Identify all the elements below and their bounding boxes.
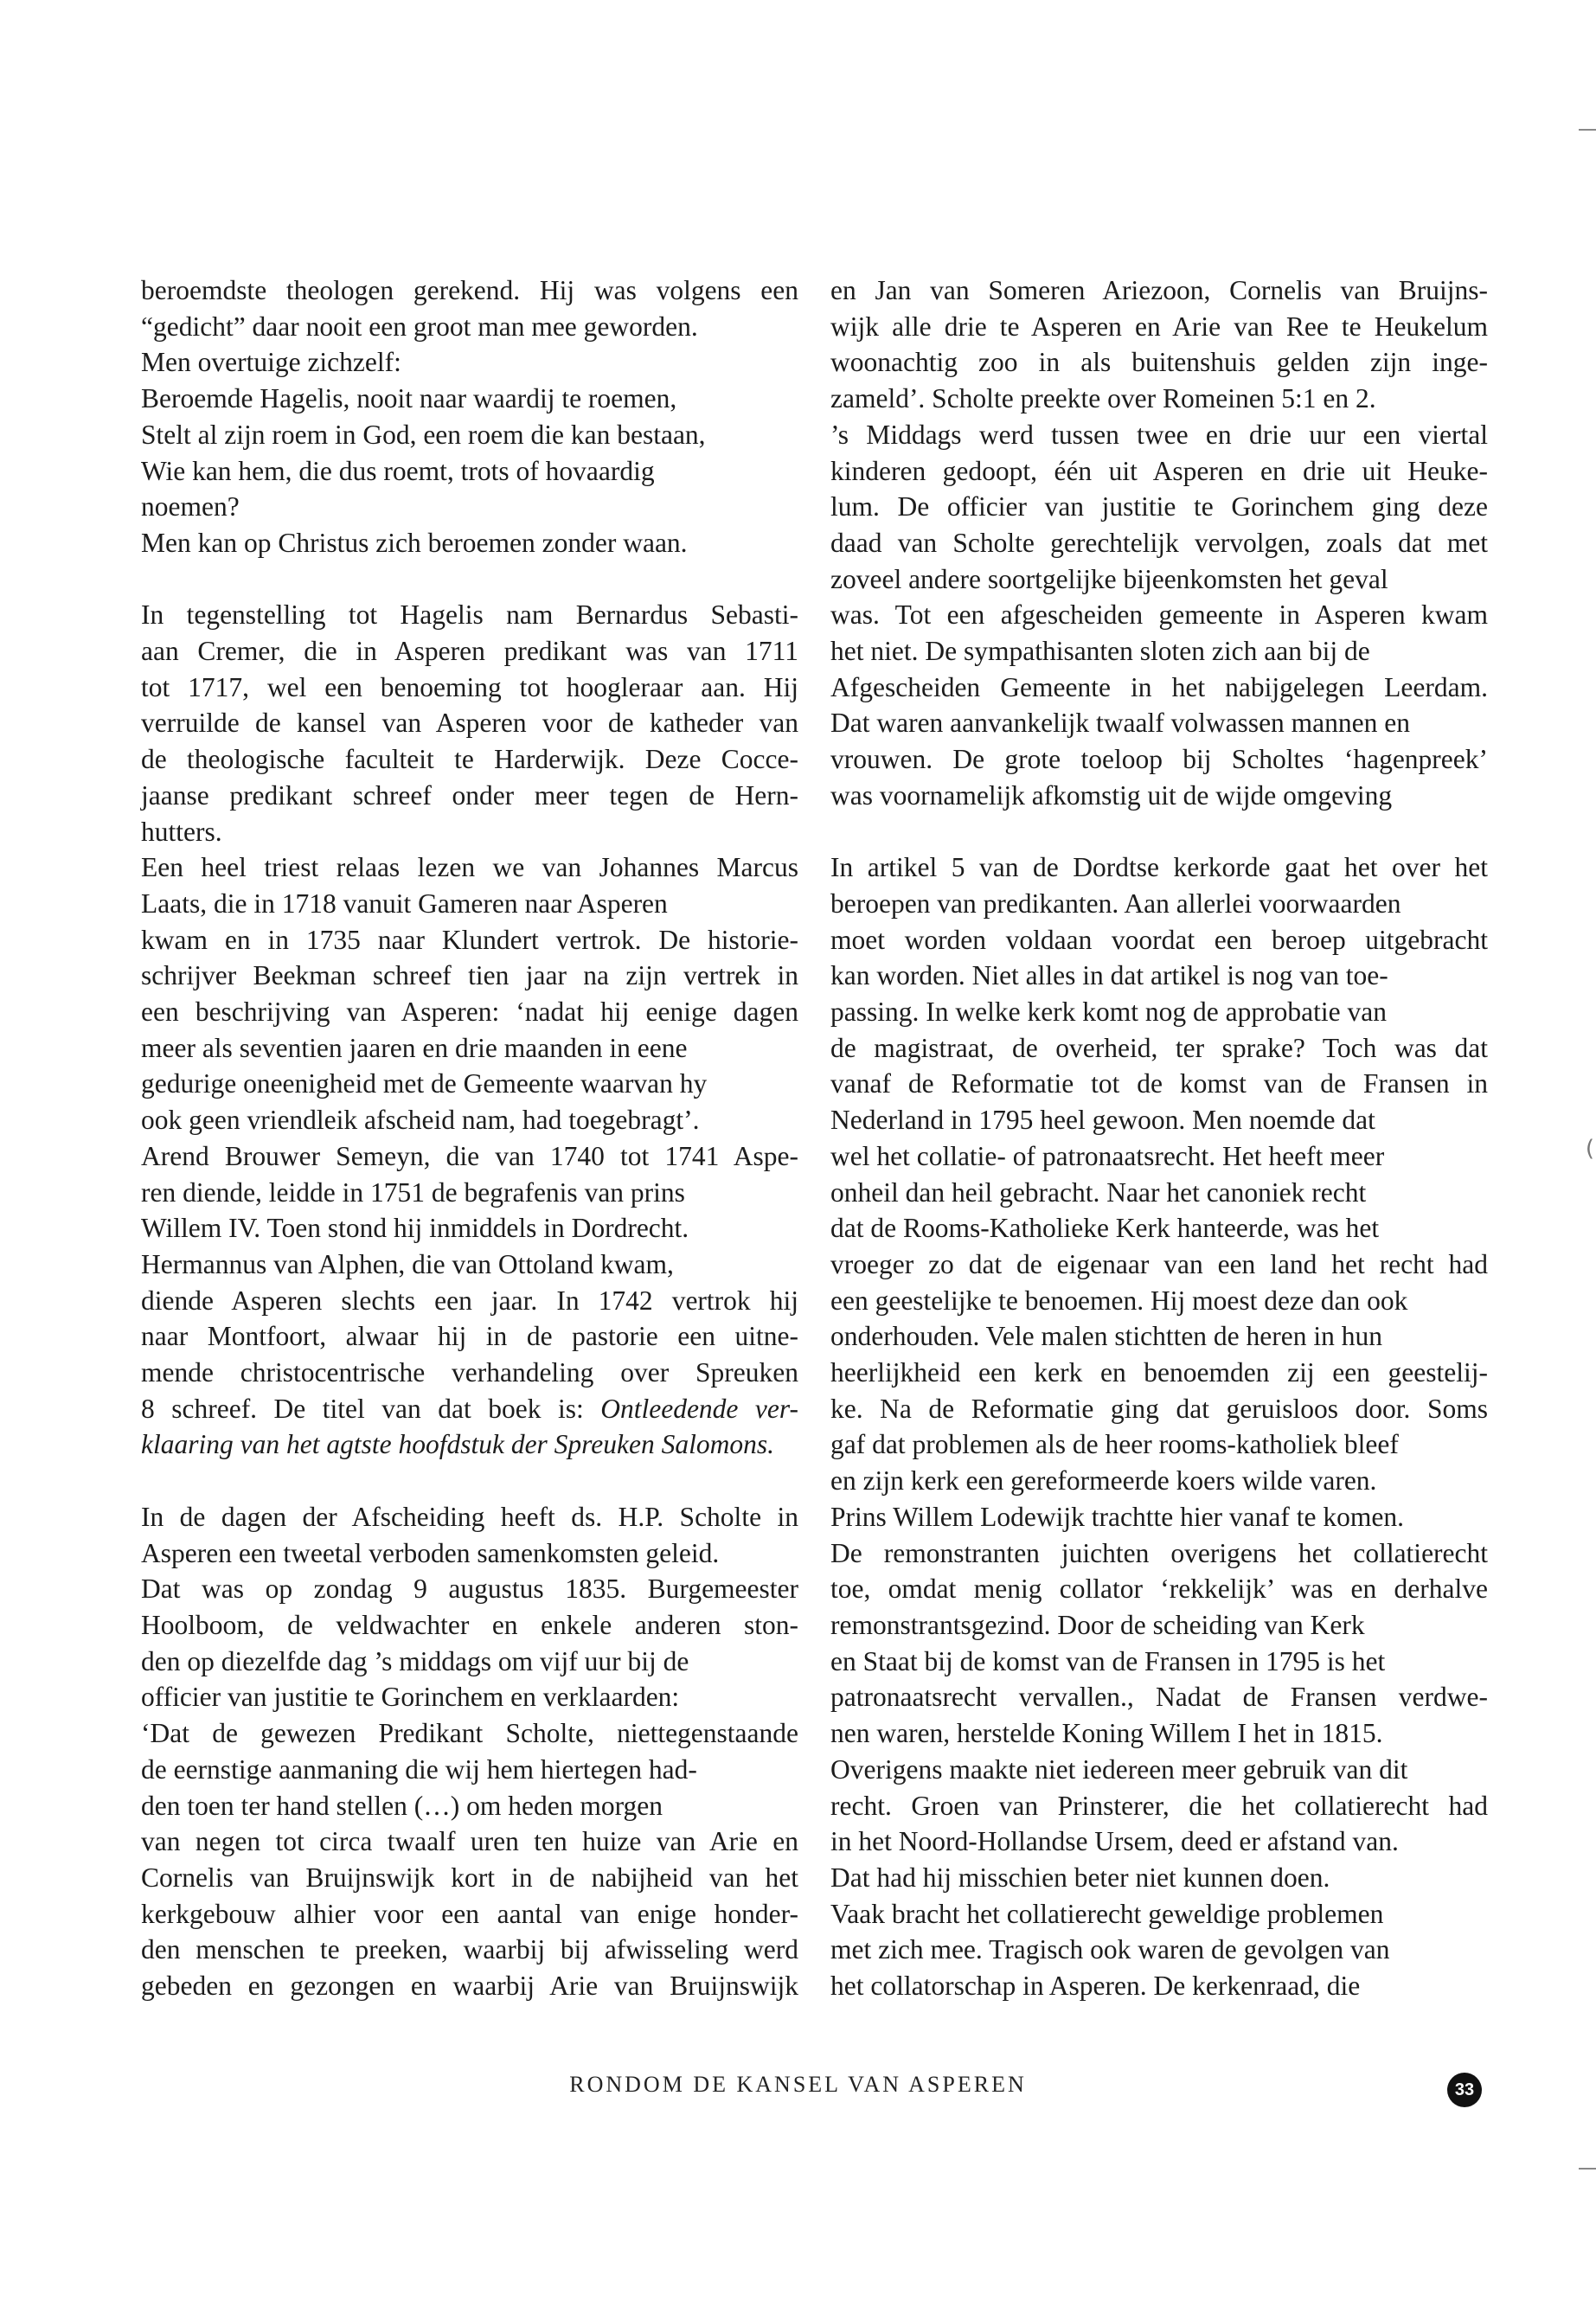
text-line [141,1860,798,1896]
text-line [141,1715,798,1752]
text-line-content: van negen tot circa twaalf uren ten huize van Arie en [141,1826,798,1857]
text-line [830,1571,1488,1607]
text-line [141,1788,798,1824]
text-line-content: het niet. De sympathisanten sloten zich aan bij de [830,636,1370,667]
text-line [830,1679,1488,1715]
italic-book-title: Ontleedende ver- [600,1393,798,1424]
text-line-content: In tegenstelling tot Hagelis nam Bernardus Sebasti- [141,599,798,631]
text-line [141,272,798,309]
text-line-content: Hermannus van Alphen, die van Ottoland kwam, [141,1248,674,1279]
text-line [141,597,798,633]
text-line [141,778,798,814]
text-line-content: aan Cremer, die in Asperen predikant was van 1711 [141,636,798,667]
text-line-content: woonachtig zoo in als buitenshuis gelden zijn inge- [830,347,1488,378]
text-line-content: ook geen vriendleik afscheid nam, had toegebragt’. [141,1105,700,1136]
text-line [830,741,1488,778]
text-line [141,814,798,850]
text-line-content: Men overtuige zichzelf: [141,347,401,378]
paragraph-gap [141,1463,798,1499]
text-line [830,1247,1488,1283]
text-line [830,1932,1488,1968]
text-line [830,886,1488,922]
text-line-content: Dat was op zondag 9 augustus 1835. Burgemeester [141,1574,798,1605]
text-line-content: den toen ter hand stellen (…) om heden morgen [141,1790,663,1821]
text-line [830,1066,1488,1102]
text-line-content: jaanse predikant schreef onder meer tegen de Hern- [141,779,798,811]
text-line-content: Laats, die in 1718 vanuit Gameren naar Asperen [141,888,668,919]
paragraph-gap [830,814,1488,850]
text-line [141,525,798,561]
text-line [830,1355,1488,1391]
text-line [141,633,798,670]
text-line-content: toe, omdat menig collator ‘rekkelijk’ was en derhalve [830,1574,1488,1605]
text-line-content: kwam en in 1735 naar Klundert vertrok. De historie- [141,924,798,955]
text-line [830,1283,1488,1319]
text-line [830,561,1488,598]
text-line [141,1283,798,1319]
text-line [830,525,1488,561]
text-line [830,778,1488,814]
text-line [141,849,798,886]
text-line [830,344,1488,381]
text-line [141,1896,798,1932]
text-line [830,381,1488,417]
italic-book-title: klaaring van het agtste hoofdstuk der Spreuken Salomons. [141,1429,774,1460]
text-line-content: noemen? [141,491,240,522]
text-line-content: zameld’. Scholte preekte over Romeinen 5:1 en 2. [830,383,1376,414]
text-line [141,1175,798,1211]
text-line-content: verruilde de kansel van Asperen voor de katheder van [141,708,798,739]
text-line-content: Wie kan hem, die dus roemt, trots of hovaardig [141,455,655,486]
text-line-content: Cornelis van Bruijnswijk kort in de nabijheid van het [141,1862,798,1893]
text-line-content: schrijver Beekman schreef tien jaar na zijn vertrek in [141,960,798,991]
text-line [141,1823,798,1860]
text-line [830,1896,1488,1932]
text-line-content: Dat waren aanvankelijk twaalf volwassen mannen en [830,708,1410,739]
text-line-content: gedurige oneenigheid met de Gemeente waarvan hy [141,1068,708,1099]
text-line [830,272,1488,309]
text-line-content: passing. In welke kerk komt nog de approbatie van [830,997,1387,1028]
text-line-content: 8 schreef. De titel van dat boek is: [141,1393,601,1424]
text-line [830,994,1488,1030]
text-line-content: Willem IV. Toen stond hij inmiddels in Dordrecht. [141,1213,689,1244]
text-line [141,1968,798,2004]
text-line [141,1318,798,1355]
text-line-content: In de dagen der Afscheiding heeft ds. H.P. Scholte in [141,1501,798,1532]
text-line-content: Stelt al zijn roem in God, een roem die kan bestaan, [141,419,706,450]
text-line-content: Een heel triest relaas lezen we van Johannes Marcus [141,852,798,883]
text-line-content: de magistraat, de overheid, ter sprake? Toch was dat [830,1032,1488,1063]
text-line-content: remonstrantsgezind. Door de scheiding van Kerk [830,1610,1365,1640]
text-line-content: beroemdste theologen gerekend. Hij was volgens een [141,275,798,305]
text-line-content: was. Tot een afgescheiden gemeente in Asperen kwam [830,599,1488,631]
text-line-content: onderhouden. Vele malen stichtten de heren in hun [830,1321,1382,1352]
text-line [830,849,1488,886]
text-line-content: patronaatsrecht vervallen., Nadat de Fransen verdwe- [830,1682,1488,1713]
text-line-content: en zijn kerk een gereformeerde koers wilde varen. [830,1465,1377,1497]
text-line-content: Men kan op Christus zich beroemen zonder waan. [141,527,688,558]
text-line-content: Asperen een tweetal verboden samenkomsten geleid. [141,1537,720,1568]
text-line-content: kan worden. Niet alles in dat artikel is nog van toe- [830,960,1388,991]
text-line-content: wel het collatie- of patronaatsrecht. Het heeft meer [830,1140,1385,1171]
text-line-content: wijk alle drie te Asperen en Arie van Ree te Heukelum [830,311,1488,342]
text-line-content: een geestelijke te benoemen. Hij moest deze dan ook [830,1285,1408,1316]
text-line-content: De remonstranten juichten overigens het collatierecht [830,1537,1488,1568]
text-line [830,1644,1488,1680]
page-number-badge: 33 [1447,2073,1482,2107]
text-line [830,1535,1488,1572]
text-line [830,1788,1488,1824]
text-line [141,1138,798,1175]
text-line [141,344,798,381]
text-line [830,597,1488,633]
text-line [141,1535,798,1572]
text-line [141,453,798,490]
text-line [830,670,1488,706]
text-line-content: Nederland in 1795 heel gewoon. Men noemde dat [830,1105,1375,1136]
running-footer-title: RONDOM DE KANSEL VAN ASPEREN [569,2072,1027,2097]
text-line [141,1355,798,1391]
text-line-content: Dat had hij misschien beter niet kunnen doen. [830,1862,1330,1893]
text-line [830,1426,1488,1463]
margin-mark: ( [1585,1136,1594,1162]
text-line [830,1318,1488,1355]
crop-mark [1579,129,1596,131]
text-line [830,1138,1488,1175]
text-line-content: daad van Scholte gerechtelijk vervolgen, zoals dat met [830,527,1488,558]
text-line-content: lum. De officier van justitie te Gorinchem ging deze [830,491,1488,522]
text-line [830,922,1488,958]
text-line-content: Vaak bracht het collatierecht geweldige problemen [830,1898,1384,1929]
text-line-content: ‘Dat de gewezen Predikant Scholte, niettegenstaande [141,1718,798,1749]
text-line-content: naar Montfoort, alwaar hij in de pastorie een uitne- [141,1321,798,1352]
text-line-content: moet worden voldaan voordat een beroep uitgebracht [830,924,1488,955]
text-line-content: en Staat bij de komst van de Fransen in 1795 is het [830,1645,1386,1676]
text-line [141,1932,798,1968]
text-line-content: de theologische faculteit te Harderwijk. Deze Cocce- [141,744,798,775]
text-line [141,1607,798,1644]
text-line [141,1644,798,1680]
text-line [141,1066,798,1102]
text-line-content: het collatorschap in Asperen. De kerkenraad, die [830,1971,1361,2002]
text-line [830,1210,1488,1247]
text-line-content: Prins Willem Lodewijk trachtte hier vanaf te komen. [830,1501,1404,1532]
text-line [830,1968,1488,2004]
text-line-content: gebeden en gezongen en waarbij Arie van Bruijnswijk [141,1971,798,2002]
text-line [830,1715,1488,1752]
text-line [141,1752,798,1788]
text-line [830,1463,1488,1499]
text-line [830,1391,1488,1427]
text-line [141,1499,798,1535]
text-line [141,1030,798,1067]
text-line [141,886,798,922]
text-line [830,453,1488,490]
text-line-content: gaf dat problemen als de heer rooms-katholiek bleef [830,1429,1399,1460]
text-line-content: den menschen te preeken, waarbij bij afwisseling werd [141,1934,798,1965]
text-line-content: met zich mee. Tragisch ook waren de gevolgen van [830,1934,1390,1965]
text-line [141,309,798,345]
text-line [830,417,1488,453]
text-line [141,1571,798,1607]
text-line-content: ren diende, leidde in 1751 de begrafenis van prins [141,1176,685,1208]
text-line-content: zoveel andere soortgelijke bijeenkomsten het geval [830,563,1388,594]
text-line-content: “gedicht” daar nooit een groot man mee geworden. [141,311,698,342]
text-line-content: mende christocentrische verhandeling over Spreuken [141,1357,798,1388]
text-line-content: onheil dan heil gebracht. Naar het canoniek recht [830,1176,1367,1208]
right-text-column [830,272,1488,2004]
text-line-content: in het Noord-Hollandse Ursem, deed er afstand van. [830,1826,1399,1857]
text-line-content: kinderen gedoopt, één uit Asperen en drie uit Heuke- [830,455,1488,486]
text-line-content: den op diezelfde dag ’s middags om vijf uur bij de [141,1645,689,1676]
text-line [141,489,798,525]
text-line [830,309,1488,345]
text-line [141,1426,798,1463]
text-line-content: In artikel 5 van de Dordtse kerkorde gaat het over het [830,852,1488,883]
text-line-content: meer als seventien jaaren en drie maanden in eene [141,1032,688,1063]
text-line-content: kerkgebouw alhier voor een aantal van enige honder- [141,1898,798,1929]
text-line-content: vrouwen. De grote toeloop bij Scholtes ‘hagenpreek’ [830,744,1488,775]
text-line-content: Hoolboom, de veldwachter en enkele anderen ston- [141,1609,798,1640]
text-line-content: beroepen van predikanten. Aan allerlei voorwaarden [830,888,1401,919]
text-line-content: en Jan van Someren Ariezoon, Cornelis van Bruijns- [830,275,1488,305]
text-line [830,1752,1488,1788]
text-line [141,1679,798,1715]
text-line-content: ’s Middags werd tussen twee en drie uur een viertal [830,419,1488,450]
text-line-content: vroeger zo dat de eigenaar van een land het recht had [830,1248,1488,1279]
text-line [141,994,798,1030]
text-line [830,633,1488,670]
text-line-content: een beschrijving van Asperen: ‘nadat hij eenige dagen [141,997,798,1028]
text-line [141,741,798,778]
text-line-content: Arend Brouwer Semeyn, die van 1740 tot 1741 Aspe- [141,1140,798,1171]
text-line [141,1210,798,1247]
text-line-content: dat de Rooms-Katholieke Kerk hanteerde, was het [830,1213,1380,1244]
text-line-content: vanaf de Reformatie tot de komst van de Fransen in [830,1068,1488,1099]
text-line [141,670,798,706]
text-line-content: Afgescheiden Gemeente in het nabijgelegen Leerdam. [830,671,1488,702]
text-line-content: nen waren, herstelde Koning Willem I het in 1815. [830,1718,1383,1749]
text-line [830,1102,1488,1138]
text-line [141,1102,798,1138]
text-line [830,1030,1488,1067]
text-line [830,489,1488,525]
text-line [830,1860,1488,1896]
left-text-column [141,272,798,2004]
text-line [141,417,798,453]
text-line-content: tot 1717, wel een benoeming tot hoogleraar aan. Hij [141,671,798,702]
crop-mark [1579,2168,1596,2170]
text-line [830,705,1488,741]
text-line [141,1247,798,1283]
text-line [141,922,798,958]
text-line-content: heerlijkheid een kerk en benoemden zij een geestelij- [830,1357,1488,1388]
text-line-content: diende Asperen slechts een jaar. In 1742 vertrok hij [141,1285,798,1316]
text-line-content: hutters. [141,816,222,847]
text-line [830,1499,1488,1535]
text-line-content: Beroemde Hagelis, nooit naar waardij te roemen, [141,383,677,414]
text-line [830,1823,1488,1860]
text-line [830,1607,1488,1644]
text-line [141,958,798,994]
paragraph-gap [141,561,798,598]
text-line-content: Overigens maakte niet iedereen meer gebruik van dit [830,1753,1408,1785]
text-line [141,705,798,741]
text-line [141,381,798,417]
text-line-content: ke. Na de Reformatie ging dat geruisloos door. Soms [830,1393,1488,1424]
text-line-content: recht. Groen van Prinsterer, die het collatierecht had [830,1790,1488,1821]
text-line-content: officier van justitie te Gorinchem en verklaarden: [141,1682,680,1713]
text-line [141,1391,798,1427]
text-line-content: was voornamelijk afkomstig uit de wijde omgeving [830,779,1393,811]
text-line [830,1175,1488,1211]
text-line-content: de eernstige aanmaning die wij hem hiertegen had- [141,1753,697,1785]
text-line [830,958,1488,994]
